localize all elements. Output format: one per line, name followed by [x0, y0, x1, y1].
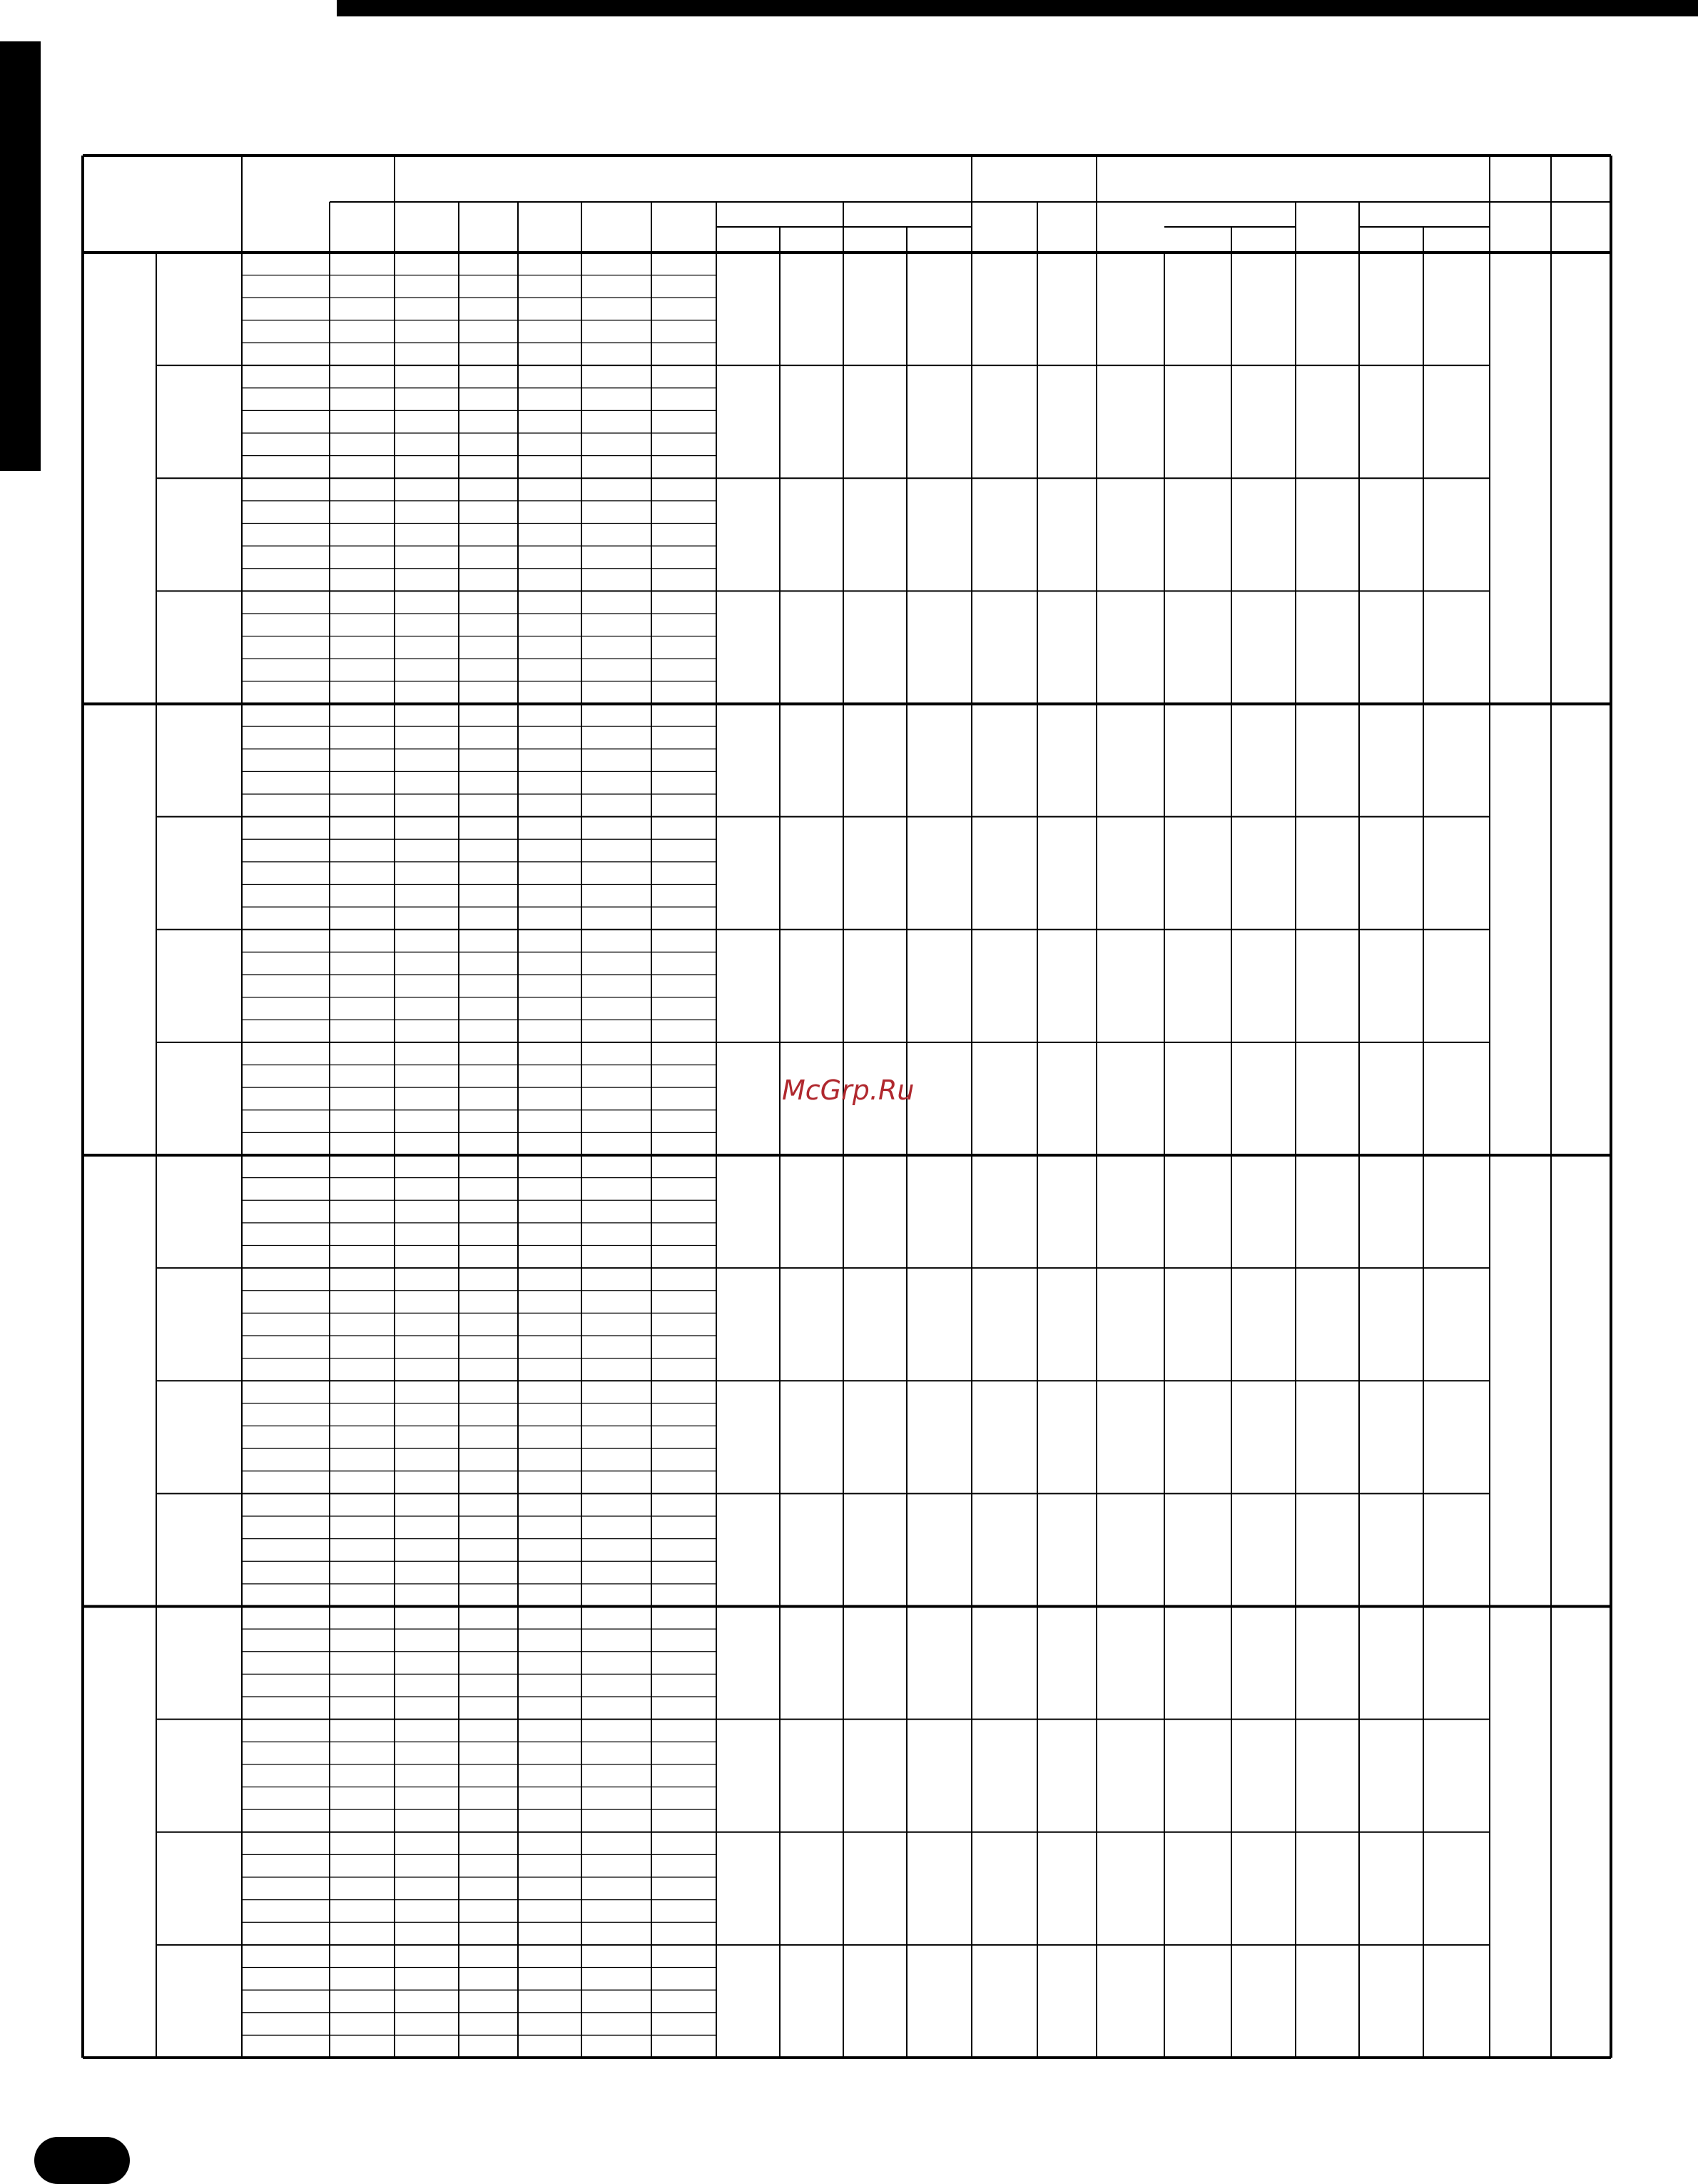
page-number-oval [34, 2137, 130, 2184]
watermark-text: McGrp.Ru [782, 1075, 915, 1106]
